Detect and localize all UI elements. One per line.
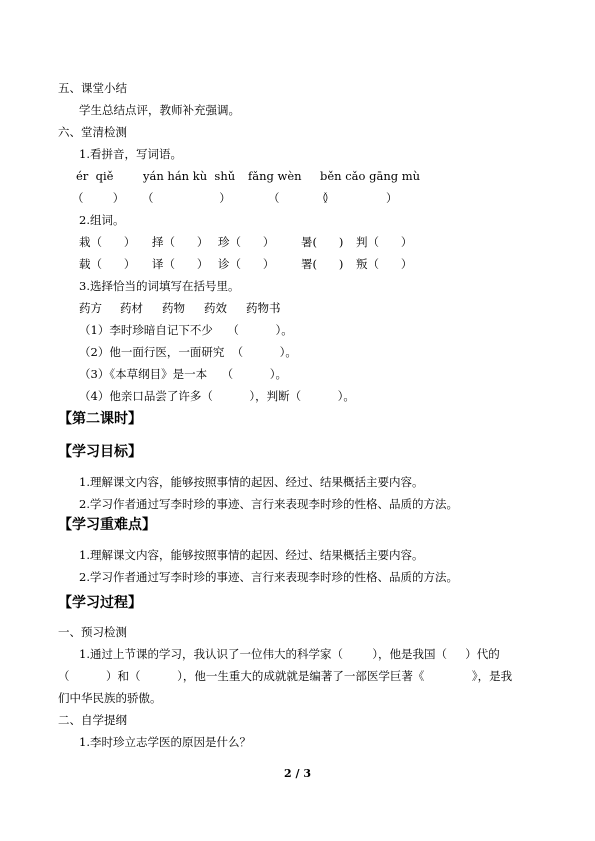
pinyin-blank-3: （ ） — [268, 191, 335, 205]
question-3: 3.选择恰当的词填写在括号里。 — [79, 279, 240, 293]
pinyin-blank-2: （ ） — [142, 191, 231, 205]
fill-item-1: （1）李时珍暗自记下不少 （ ）。 — [79, 323, 293, 337]
word-bank-item: 药方 — [79, 301, 102, 315]
goal-2: 2.学习作者通过写李时珍的事迹、言行来表现李时珍的性格、品质的方法。 — [79, 497, 458, 511]
fill-item-2: （2）他一面行医，一面研究 （ ）。 — [79, 345, 297, 359]
zuci-cell: 暑( ) — [301, 235, 344, 249]
heading-key-points: 【学习重难点】 — [58, 517, 156, 533]
pinyin-blank-4: （ ） — [316, 191, 398, 205]
pinyin-4: běn cǎo gāng mù — [320, 169, 421, 183]
summary-body: 学生总结点评，教师补充强调。 — [79, 103, 240, 117]
word-bank-item: 药物 — [162, 301, 185, 315]
section-title-test: 六、堂清检测 — [58, 125, 127, 139]
section-title-preview: 一、预习检测 — [58, 625, 127, 639]
word-bank-item: 药物书 — [246, 301, 281, 315]
zuci-cell: 译（ ） — [152, 257, 209, 271]
zuci-cell: 珍（ ） — [218, 235, 275, 249]
word-bank-item: 药材 — [120, 301, 143, 315]
preview-line-3: 们中华民族的骄傲。 — [58, 691, 162, 705]
section-title-summary: 五、课堂小结 — [58, 81, 127, 95]
pinyin-blank-1: （ ） — [72, 191, 125, 205]
goal-1: 1.理解课文内容，能够按照事情的起因、经过、结果概括主要内容。 — [79, 475, 424, 489]
fill-item-4: （4）他亲口品尝了许多（ ），判断（ ）。 — [79, 389, 355, 403]
self-study-question-1: 1.李时珍立志学医的原因是什么？ — [79, 735, 251, 749]
zuci-cell: 载（ ） — [79, 257, 136, 271]
fill-item-3: （3）《本草纲目》是一本 （ ）。 — [79, 367, 287, 381]
pinyin-2: yán hán kù shǔ — [143, 169, 236, 183]
key-2: 2.学习作者通过写李时珍的事迹、言行来表现李时珍的性格、品质的方法。 — [79, 570, 458, 584]
heading-second-lesson: 【第二课时】 — [58, 411, 142, 427]
question-1: 1.看拼音，写词语。 — [79, 147, 182, 161]
pinyin-1: ér qiě — [76, 169, 114, 183]
zuci-cell: 择（ ） — [152, 235, 209, 249]
section-title-self-study: 二、自学提纲 — [58, 713, 127, 727]
preview-line-1: 1.通过上节课的学习，我认识了一位伟大的科学家（ ），他是我国（ ）代的 — [79, 647, 500, 661]
zuci-cell: 署( ) — [301, 257, 344, 271]
heading-process: 【学习过程】 — [58, 595, 142, 611]
zuci-cell: 栽（ ） — [79, 235, 136, 249]
pinyin-3: fǎng wèn — [248, 169, 302, 183]
zuci-cell: 判（ ） — [356, 235, 413, 249]
key-1: 1.理解课文内容，能够按照事情的起因、经过、结果概括主要内容。 — [79, 548, 424, 562]
word-bank-item: 药效 — [204, 301, 227, 315]
heading-goals: 【学习目标】 — [58, 444, 142, 460]
zuci-cell: 叛（ ） — [356, 257, 413, 271]
zuci-cell: 诊（ ） — [218, 257, 275, 271]
question-2: 2.组词。 — [79, 213, 125, 227]
page-number: 2 / 3 — [284, 767, 311, 780]
preview-line-2: （ ）和（ ），他一生重大的成就就是编著了一部医学巨著《 》，是我 — [58, 669, 513, 683]
